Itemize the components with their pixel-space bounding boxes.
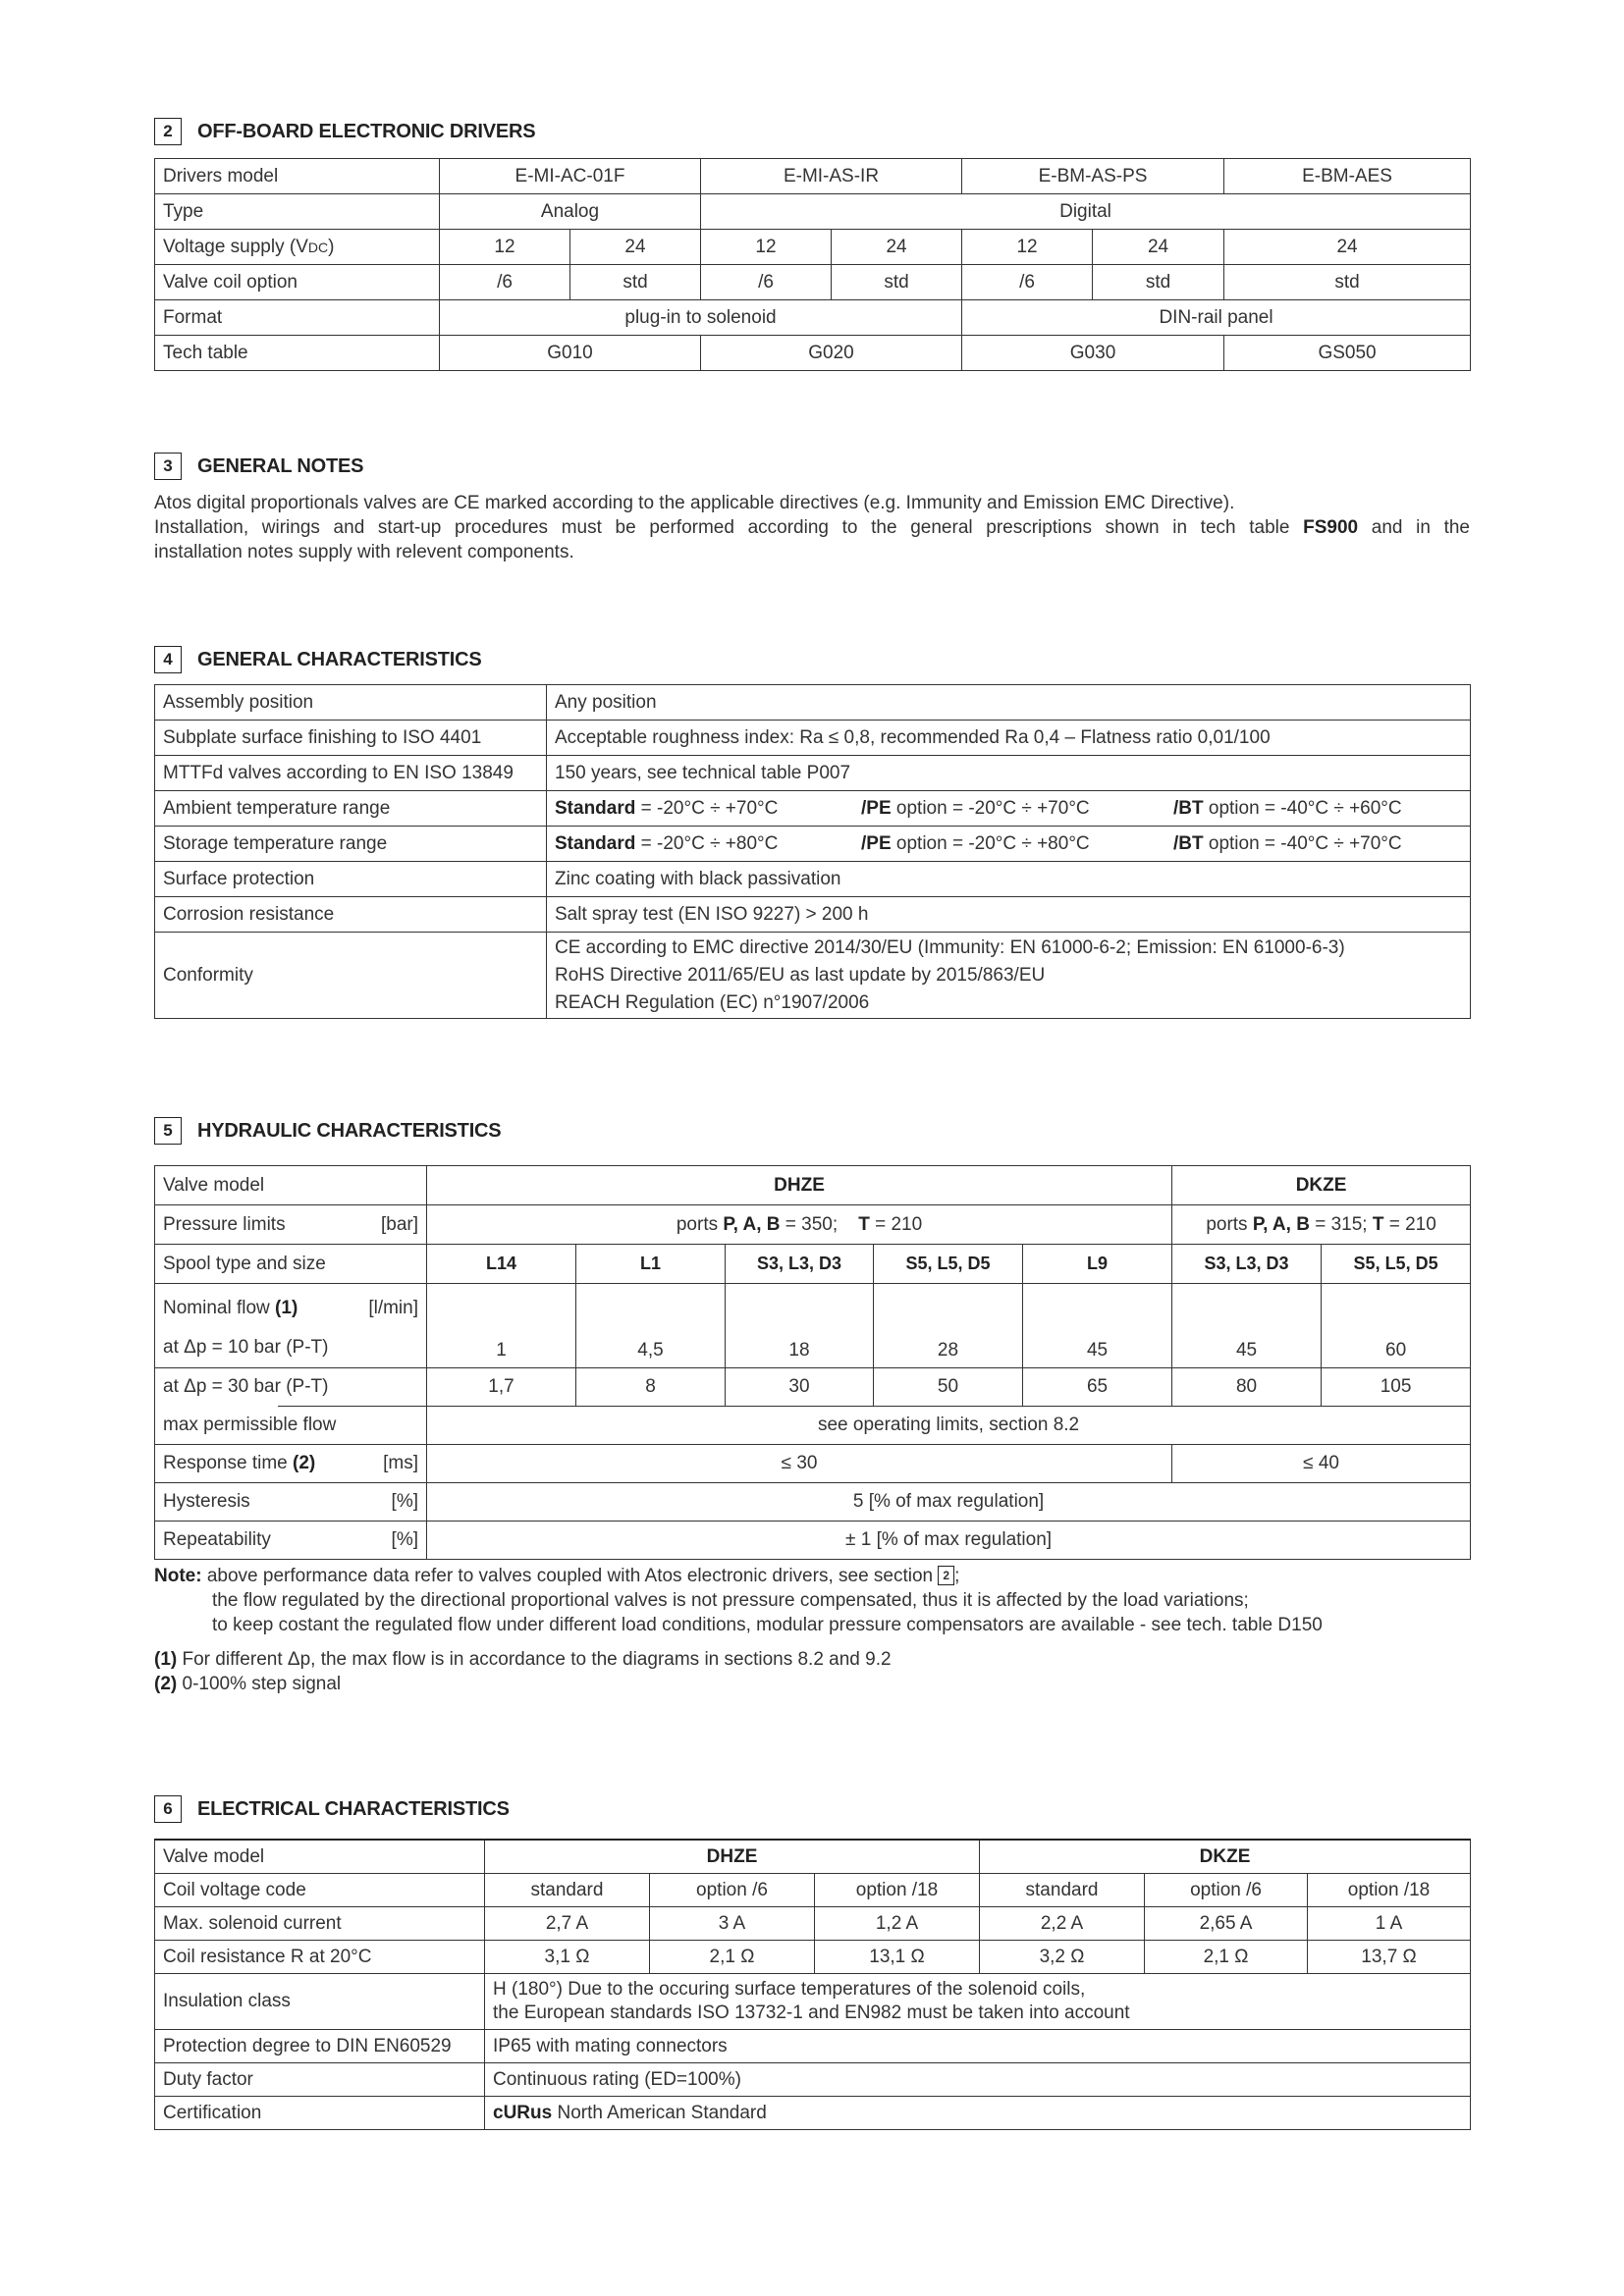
- section-5-heading: [154, 1117, 501, 1145]
- row-label: Duty factor: [155, 2063, 485, 2097]
- table-row: [155, 336, 1471, 371]
- bold-label: /PE: [861, 797, 892, 819]
- general-characteristics-table: [154, 684, 1471, 1019]
- row-label: MTTFd valves according to EN ISO 13849: [155, 756, 547, 791]
- table-row: [155, 862, 1471, 897]
- table-row: [155, 1522, 1471, 1560]
- cell: 80: [1172, 1368, 1322, 1407]
- dp10-label: at Δp = 10 bar (P-T): [163, 1337, 329, 1358]
- cell: Continuous rating (ED=100%): [485, 2063, 1471, 2097]
- cell: 24: [570, 230, 701, 265]
- dkze-header: DKZE: [1172, 1166, 1471, 1205]
- cell: [1172, 1205, 1471, 1245]
- row-label: Conformity: [155, 933, 547, 1019]
- label-subscript: DC: [307, 239, 329, 255]
- text: = 210: [869, 1213, 923, 1235]
- cell: Analog: [440, 194, 701, 230]
- cell: E-BM-AS-PS: [962, 159, 1224, 194]
- cell: 28: [874, 1284, 1023, 1368]
- spool-header: L9: [1023, 1245, 1172, 1284]
- row-label: Format: [155, 300, 440, 336]
- ports-label: P, A, B: [723, 1213, 781, 1235]
- cell: [547, 827, 1471, 862]
- section-number-badge: 6: [154, 1795, 182, 1823]
- bold-label: /BT: [1173, 832, 1204, 854]
- standard-range: [555, 833, 861, 855]
- cell: 12: [701, 230, 832, 265]
- row-label: Coil voltage code: [155, 1874, 485, 1907]
- cell: standard: [485, 1874, 650, 1907]
- ports-label: P, A, B: [1252, 1213, 1310, 1235]
- bt-range: [1173, 798, 1402, 819]
- cell: 5 [% of max regulation]: [427, 1483, 1471, 1522]
- note-label: Note:: [154, 1566, 202, 1586]
- row-label: Coil resistance R at 20°C: [155, 1941, 485, 1974]
- table-row: [155, 300, 1471, 336]
- cell: standard: [980, 1874, 1145, 1907]
- insulation-line: the European standards ISO 13732-1 and EN982 must be taken into account: [493, 2002, 1130, 2023]
- section-2-heading: [154, 118, 535, 145]
- table-row: [155, 1840, 1471, 1874]
- footnote-ref: (1): [275, 1298, 298, 1318]
- cell: 2,2 A: [980, 1907, 1145, 1941]
- row-label: [155, 1522, 427, 1560]
- cell: GS050: [1224, 336, 1471, 371]
- pe-range: [861, 833, 1173, 855]
- cell: G010: [440, 336, 701, 371]
- cell: 13,7 Ω: [1308, 1941, 1471, 1974]
- cell: /6: [701, 265, 832, 300]
- cell: [485, 1974, 1471, 2030]
- cell: Acceptable roughness index: Ra ≤ 0,8, recommended Ra 0,4 – Flatness ratio 0,01/100: [547, 721, 1471, 756]
- unit-label: [ms]: [383, 1453, 418, 1473]
- table-row: [155, 721, 1471, 756]
- label-text: Voltage supply (V: [163, 236, 308, 257]
- cell: 50: [874, 1368, 1023, 1407]
- unit-label: [l/min]: [368, 1298, 418, 1318]
- table-row: [155, 1483, 1471, 1522]
- text: = 210: [1383, 1213, 1436, 1235]
- note-text: ;: [954, 1566, 960, 1586]
- label-text: Repeatability: [163, 1529, 271, 1550]
- table-row: [155, 2097, 1471, 2130]
- row-label: Max. solenoid current: [155, 1907, 485, 1941]
- bold-label: Standard: [555, 832, 636, 854]
- row-label: Valve coil option: [155, 265, 440, 300]
- cell: plug-in to solenoid: [440, 300, 962, 336]
- cell: Any position: [547, 685, 1471, 721]
- ports-label: T: [1372, 1213, 1384, 1235]
- table-row: [155, 827, 1471, 862]
- cell: 45: [1023, 1284, 1172, 1368]
- table-row: [155, 2063, 1471, 2097]
- row-label: Drivers model: [155, 159, 440, 194]
- electrical-characteristics-table: [154, 1839, 1471, 2130]
- hydraulic-notes: [154, 1564, 1470, 1696]
- cell: 3 A: [650, 1907, 815, 1941]
- cell: G030: [962, 336, 1224, 371]
- footnote-marker: (1): [154, 1649, 178, 1670]
- table-row: [155, 1974, 1471, 2030]
- row-label: max permissible flow: [155, 1407, 427, 1445]
- cell: option /6: [1145, 1874, 1308, 1907]
- table-row: [155, 1245, 1471, 1284]
- table-row: [155, 159, 1471, 194]
- notes-line: installation notes supply with relevent components.: [154, 542, 574, 562]
- cell: ≤ 30: [427, 1445, 1172, 1483]
- table-row: [155, 1907, 1471, 1941]
- cell: 30: [726, 1368, 874, 1407]
- ports-label: T: [858, 1213, 870, 1235]
- certification-text: North American Standard: [552, 2102, 767, 2123]
- conformity-line: REACH Regulation (EC) n°1907/2006: [555, 991, 870, 1013]
- text: = 350;: [780, 1213, 859, 1235]
- table-row: [155, 194, 1471, 230]
- value-text: option = -40°C ÷ +70°C: [1203, 832, 1402, 854]
- table-row: [155, 1874, 1471, 1907]
- row-label: [155, 1284, 427, 1368]
- spool-header: S3, L3, D3: [1172, 1245, 1322, 1284]
- table-row: [155, 897, 1471, 933]
- cell: 18: [726, 1284, 874, 1368]
- cell: [485, 2097, 1471, 2130]
- cell: 65: [1023, 1368, 1172, 1407]
- cell: std: [570, 265, 701, 300]
- cell: Salt spray test (EN ISO 9227) > 200 h: [547, 897, 1471, 933]
- cell: 1 A: [1308, 1907, 1471, 1941]
- cell: E-BM-AES: [1224, 159, 1471, 194]
- label-text: Response time: [163, 1453, 294, 1473]
- hydraulic-characteristics-table: [154, 1165, 1471, 1560]
- cell: 45: [1172, 1284, 1322, 1368]
- section-3-heading: [154, 453, 363, 480]
- cell: see operating limits, section 8.2: [427, 1407, 1471, 1445]
- cell: [547, 791, 1471, 827]
- row-label: [155, 1483, 427, 1522]
- table-row: [155, 1445, 1471, 1483]
- unit-label: [%]: [391, 1529, 418, 1550]
- row-label: Valve model: [155, 1166, 427, 1205]
- row-label: [155, 230, 440, 265]
- spool-header: L14: [427, 1245, 576, 1284]
- table-row: [155, 1284, 1471, 1368]
- value-text: = -20°C ÷ +70°C: [635, 797, 779, 819]
- row-label: Corrosion resistance: [155, 897, 547, 933]
- table-row: [155, 756, 1471, 791]
- footnote-text: For different Δp, the max flow is in accordance to the diagrams in sections 8.2 and 9.2: [177, 1649, 892, 1670]
- section-4-heading: [154, 646, 482, 673]
- cell: /6: [440, 265, 570, 300]
- cell: 12: [962, 230, 1093, 265]
- footnote-ref: (2): [293, 1453, 316, 1473]
- value-text: option = -20°C ÷ +80°C: [891, 832, 1090, 854]
- section-title: GENERAL NOTES: [197, 454, 364, 477]
- row-label: Insulation class: [155, 1974, 485, 2030]
- bold-label: /BT: [1173, 797, 1204, 819]
- cell: 1,7: [427, 1368, 576, 1407]
- cell: 2,1 Ω: [650, 1941, 815, 1974]
- certification-mark: cURus: [493, 2102, 553, 2123]
- cell: ± 1 [% of max regulation]: [427, 1522, 1471, 1560]
- cell: IP65 with mating connectors: [485, 2030, 1471, 2063]
- section-ref-badge: 2: [938, 1566, 954, 1585]
- text: ports: [676, 1213, 724, 1235]
- cell: 24: [1224, 230, 1471, 265]
- label-text: Pressure limits: [163, 1213, 286, 1235]
- cell: 2,65 A: [1145, 1907, 1308, 1941]
- value-text: option = -40°C ÷ +60°C: [1203, 797, 1402, 819]
- cell: Zinc coating with black passivation: [547, 862, 1471, 897]
- notes-text: Installation, wirings and start-up procedures must be performed according to the general prescriptions shown in tech table: [154, 517, 1304, 538]
- value-text: = -20°C ÷ +80°C: [635, 832, 779, 854]
- cell: std: [1224, 265, 1471, 300]
- cell: option /18: [815, 1874, 980, 1907]
- dhze-header: DHZE: [427, 1166, 1172, 1205]
- cell: 3,1 Ω: [485, 1941, 650, 1974]
- table-row: [155, 685, 1471, 721]
- cell: 1,2 A: [815, 1907, 980, 1941]
- row-label: [155, 1205, 427, 1245]
- cell: E-MI-AS-IR: [701, 159, 962, 194]
- row-label: Protection degree to DIN EN60529: [155, 2030, 485, 2063]
- section-title: OFF-BOARD ELECTRONIC DRIVERS: [197, 120, 536, 142]
- spool-header: S3, L3, D3: [726, 1245, 874, 1284]
- cell: 12: [440, 230, 570, 265]
- section-number-badge: 5: [154, 1117, 182, 1145]
- section-number-badge: 3: [154, 453, 182, 480]
- row-label: Assembly position: [155, 685, 547, 721]
- table-row: [155, 1205, 1471, 1245]
- cell: 8: [576, 1368, 726, 1407]
- row-label: Valve model: [155, 1840, 485, 1874]
- text: = 315;: [1309, 1213, 1373, 1235]
- cell: std: [1093, 265, 1224, 300]
- table-row: [155, 933, 1471, 1019]
- notes-line: Atos digital proportionals valves are CE marked according to the applicable directives (e.g. Immunity and Emission EMC Directive).: [154, 493, 1235, 513]
- drivers-table: [154, 158, 1471, 371]
- text: ports: [1206, 1213, 1253, 1235]
- note-line: [154, 1564, 1470, 1588]
- section-number-badge: 2: [154, 118, 182, 145]
- cell: [427, 1205, 1172, 1245]
- table-row: [155, 2030, 1471, 2063]
- note-text: above performance data refer to valves coupled with Atos electronic drivers, see section: [201, 1566, 939, 1586]
- value-text: option = -20°C ÷ +70°C: [891, 797, 1090, 819]
- cell: [547, 933, 1471, 1019]
- notes-line: [154, 515, 1470, 540]
- cell: /6: [962, 265, 1093, 300]
- insulation-line: H (180°) Due to the occuring surface temperatures of the solenoid coils,: [493, 1979, 1086, 2000]
- cell: E-MI-AC-01F: [440, 159, 701, 194]
- cell: 150 years, see technical table P007: [547, 756, 1471, 791]
- table-row: [155, 791, 1471, 827]
- footnote-marker: (2): [154, 1674, 178, 1694]
- table-row: [155, 1407, 1471, 1445]
- row-label: Surface protection: [155, 862, 547, 897]
- nominal-flow-label: [163, 1289, 418, 1328]
- section-title: HYDRAULIC CHARACTERISTICS: [197, 1119, 502, 1142]
- table-row: [155, 265, 1471, 300]
- cell: 3,2 Ω: [980, 1941, 1145, 1974]
- footnote-text: 0-100% step signal: [177, 1674, 342, 1694]
- tech-table-ref: FS900: [1303, 517, 1359, 538]
- footnote-1: [154, 1647, 1470, 1672]
- section-title: GENERAL CHARACTERISTICS: [197, 648, 482, 670]
- table-row: [155, 1368, 1471, 1407]
- spool-header: L1: [576, 1245, 726, 1284]
- cell: 2,7 A: [485, 1907, 650, 1941]
- cell: 4,5: [576, 1284, 726, 1368]
- notes-text: and in the: [1358, 517, 1470, 538]
- note-line: to keep costant the regulated flow under different load conditions, modular pressure compensators are available - see tech. table D150: [212, 1615, 1323, 1635]
- bt-range: [1173, 833, 1402, 854]
- cell: 13,1 Ω: [815, 1941, 980, 1974]
- section-number-badge: 4: [154, 646, 182, 673]
- pe-range: [861, 798, 1173, 820]
- row-label: Spool type and size: [155, 1245, 427, 1284]
- row-label: Subplate surface finishing to ISO 4401: [155, 721, 547, 756]
- table-row: [155, 230, 1471, 265]
- table-row: [155, 1941, 1471, 1974]
- cell: 2,1 Ω: [1145, 1941, 1308, 1974]
- cell: DIN-rail panel: [962, 300, 1471, 336]
- row-label: [155, 1445, 427, 1483]
- label-text: Nominal flow: [163, 1298, 276, 1318]
- unit-label: [bar]: [380, 1213, 418, 1235]
- cell: ≤ 40: [1172, 1445, 1471, 1483]
- row-label: at Δp = 30 bar (P-T): [155, 1368, 427, 1407]
- cell: 24: [1093, 230, 1224, 265]
- spool-header: S5, L5, D5: [1322, 1245, 1471, 1284]
- section-6-heading: [154, 1795, 510, 1823]
- dkze-header: DKZE: [980, 1840, 1471, 1874]
- cell: 1: [427, 1284, 576, 1368]
- row-label: Type: [155, 194, 440, 230]
- unit-label: [%]: [391, 1491, 418, 1512]
- label-text-end: ): [328, 236, 335, 257]
- footnote-2: [154, 1672, 1470, 1696]
- row-label: Tech table: [155, 336, 440, 371]
- row-label: Ambient temperature range: [155, 791, 547, 827]
- general-notes-text: [154, 491, 1470, 564]
- row-label: Certification: [155, 2097, 485, 2130]
- dhze-header: DHZE: [485, 1840, 980, 1874]
- conformity-line: CE according to EMC directive 2014/30/EU (Immunity: EN 61000-6-2; Emission: EN 61000-6-3): [555, 936, 1345, 958]
- section-title: ELECTRICAL CHARACTERISTICS: [197, 1797, 510, 1820]
- row-label: Storage temperature range: [155, 827, 547, 862]
- cell: option /18: [1308, 1874, 1471, 1907]
- bold-label: Standard: [555, 797, 636, 819]
- cell: 105: [1322, 1368, 1471, 1407]
- bold-label: /PE: [861, 832, 892, 854]
- cell: 60: [1322, 1284, 1471, 1368]
- conformity-line: RoHS Directive 2011/65/EU as last update by 2015/863/EU: [555, 964, 1046, 986]
- cell: G020: [701, 336, 962, 371]
- note-line: the flow regulated by the directional proportional valves is not pressure compensated, thus it is affected by the load variations;: [212, 1590, 1249, 1611]
- cell: 24: [832, 230, 962, 265]
- cell: std: [832, 265, 962, 300]
- standard-range: [555, 798, 861, 820]
- table-row: [155, 1166, 1471, 1205]
- label-text: Hysteresis: [163, 1491, 250, 1512]
- cell: Digital: [701, 194, 1471, 230]
- cell: option /6: [650, 1874, 815, 1907]
- spool-header: S5, L5, D5: [874, 1245, 1023, 1284]
